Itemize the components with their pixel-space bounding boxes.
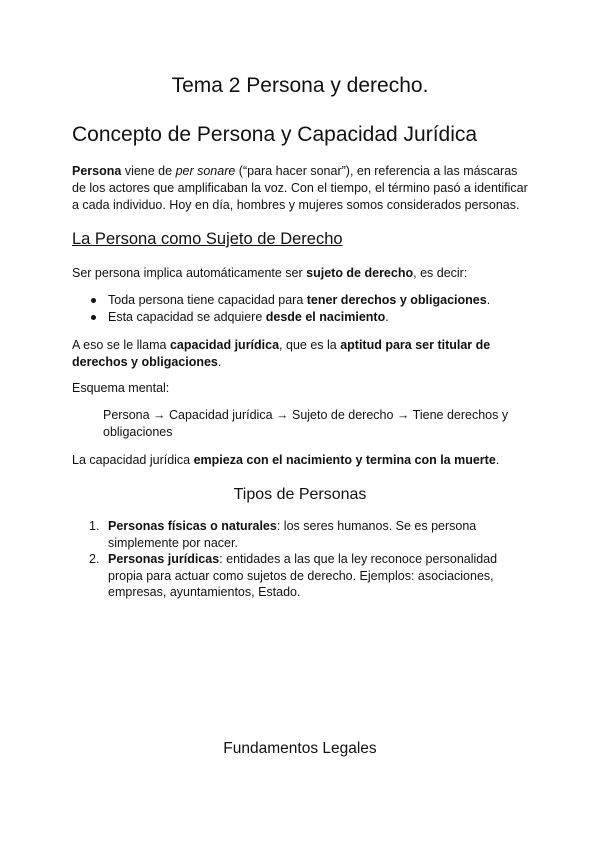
list-item: Esta capacidad se adquiere desde el nacimiento. bbox=[72, 309, 532, 326]
capacidad-duration-paragraph: La capacidad jurídica empieza con el nacimiento y termina con la muerte. bbox=[72, 453, 500, 467]
document-title: Tema 2 Persona y derecho. bbox=[171, 74, 429, 97]
list-number: 2. bbox=[89, 552, 100, 566]
list-number: 1. bbox=[89, 519, 100, 533]
capacidad-paragraph: A eso se le llama capacidad jurídica, que es la aptitud para ser titular de derechos y obligaciones. bbox=[72, 338, 491, 369]
list-item: Toda persona tiene capacidad para tener derechos y obligaciones. bbox=[72, 292, 532, 309]
schema-text: Persona → Capacidad jurídica → Sujeto de derecho → Tiene derechos y obligaciones bbox=[103, 408, 509, 439]
sujeto-paragraph: Ser persona implica automáticamente ser sujeto de derecho, es decir: bbox=[72, 266, 468, 280]
intro-paragraph: Persona viene de per sonare (“para hacer sonar”), en referencia a las máscaras de los actores que amplificaban la voz. Con el tiempo, el término pasó a identificar a cada individuo. Hoy en día, hombres y mujeres somos considerados personas. bbox=[72, 164, 528, 212]
list-item: 1. Personas físicas o naturales: los seres humanos. Se es persona simplemente por nacer. bbox=[89, 519, 477, 550]
numbered-list bbox=[72, 518, 532, 601]
section-heading-sujeto: La Persona como Sujeto de Derecho bbox=[72, 230, 343, 248]
section-heading-tipos: Tipos de Personas bbox=[233, 486, 367, 503]
section-heading-fundamentos: Fundamentos Legales bbox=[223, 740, 377, 757]
section-heading-concepto: Concepto de Persona y Capacidad Jurídica bbox=[72, 123, 478, 146]
list-item: 2. Personas jurídicas: entidades a las que la ley reconoce personalidad propia para actuar como sujetos de derecho. Ejemplos: asociaciones, empresas, ayuntamientos, Estado. bbox=[89, 552, 498, 599]
schema-label: Esquema mental: bbox=[72, 381, 170, 395]
latin-term: per sonare bbox=[175, 164, 236, 178]
term-persona: Persona bbox=[72, 164, 122, 178]
bullet-list bbox=[72, 292, 532, 326]
